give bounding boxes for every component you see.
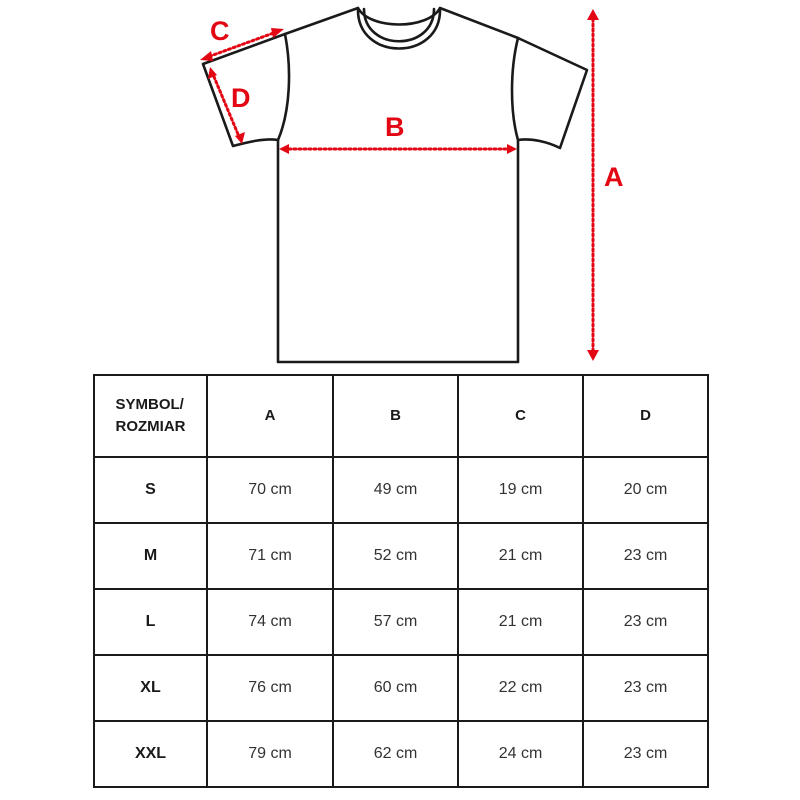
value-cell-b: 60 cm [333,655,458,721]
value-cell-d: 23 cm [583,589,708,655]
value-cell-d: 23 cm [583,523,708,589]
table-row [94,589,708,655]
value-cell-a: 79 cm [207,721,333,787]
value-cell-c: 21 cm [458,523,583,589]
label-b: B [385,112,405,142]
value-cell-b: 52 cm [333,523,458,589]
value-cell-c: 22 cm [458,655,583,721]
label-a: A [604,162,624,192]
header-col-d: D [583,375,708,457]
table-row [94,655,708,721]
tshirt-measurement-diagram [0,0,800,375]
table-row [94,457,708,523]
value-cell-a: 70 cm [207,457,333,523]
size-cell: XXL [94,721,207,787]
header-symbol-line1: SYMBOL/ [115,396,184,413]
value-cell-c: 19 cm [458,457,583,523]
measurement-arrows [205,14,593,356]
header-col-b: B [333,375,458,457]
size-cell: M [94,523,207,589]
value-cell-c: 24 cm [458,721,583,787]
value-cell-c: 21 cm [458,589,583,655]
value-cell-d: 23 cm [583,721,708,787]
table-header-row [94,375,708,457]
tshirt-outline [203,8,587,362]
value-cell-a: 74 cm [207,589,333,655]
value-cell-a: 76 cm [207,655,333,721]
value-cell-a: 71 cm [207,523,333,589]
value-cell-b: 62 cm [333,721,458,787]
value-cell-d: 23 cm [583,655,708,721]
value-cell-b: 57 cm [333,589,458,655]
label-c: C [210,16,230,46]
value-cell-b: 49 cm [333,457,458,523]
header-col-c: C [458,375,583,457]
size-cell: S [94,457,207,523]
table-row [94,523,708,589]
header-symbol-line2: ROZMIAR [115,418,186,435]
table-row [94,721,708,787]
size-table [93,374,709,788]
size-cell: XL [94,655,207,721]
header-col-a: A [207,375,333,457]
label-d: D [231,83,251,113]
measurement-arrowheads [200,9,599,361]
size-cell: L [94,589,207,655]
header-symbol-size [94,375,207,457]
value-cell-d: 20 cm [583,457,708,523]
